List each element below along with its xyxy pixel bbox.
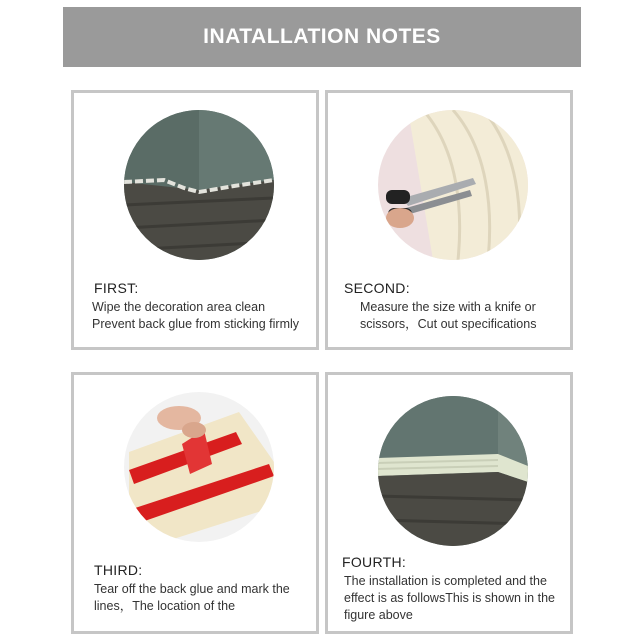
step-description-line: scissors，Cut out specifications — [360, 317, 537, 331]
header-banner — [63, 7, 581, 67]
installed-skirting-photo — [378, 396, 528, 546]
step-description — [92, 299, 317, 333]
step-card-first — [71, 90, 319, 350]
step-card-second — [325, 90, 573, 350]
page-title: INATALLATION NOTES — [203, 25, 441, 48]
step-description — [360, 299, 570, 333]
step-card-third — [71, 372, 319, 634]
step-description-line: Tear off the back glue and mark the — [94, 582, 290, 596]
step-card-fourth — [325, 372, 573, 634]
step-title: FOURTH: — [342, 554, 407, 570]
peeling-tape-photo — [124, 392, 274, 542]
step-title: SECOND: — [344, 280, 410, 296]
step-title: FIRST: — [94, 280, 139, 296]
step-description-line: lines，The location of the — [94, 599, 236, 613]
step-description — [94, 581, 316, 615]
step-description-line: figure above — [344, 608, 413, 622]
step-description-line: The installation is completed and the — [344, 574, 547, 588]
step-description-line: Prevent back glue from sticking firmly — [92, 317, 300, 331]
step-title: THIRD: — [94, 562, 143, 578]
step-description-line: effect is as followsThis is shown in the — [344, 591, 555, 605]
scissors-cutting-photo — [378, 110, 528, 260]
step-description-line: Measure the size with a knife or — [360, 300, 536, 314]
step-description-line: Wipe the decoration area clean — [92, 300, 266, 314]
step-description — [344, 573, 572, 624]
wall-corner-photo — [124, 110, 274, 260]
